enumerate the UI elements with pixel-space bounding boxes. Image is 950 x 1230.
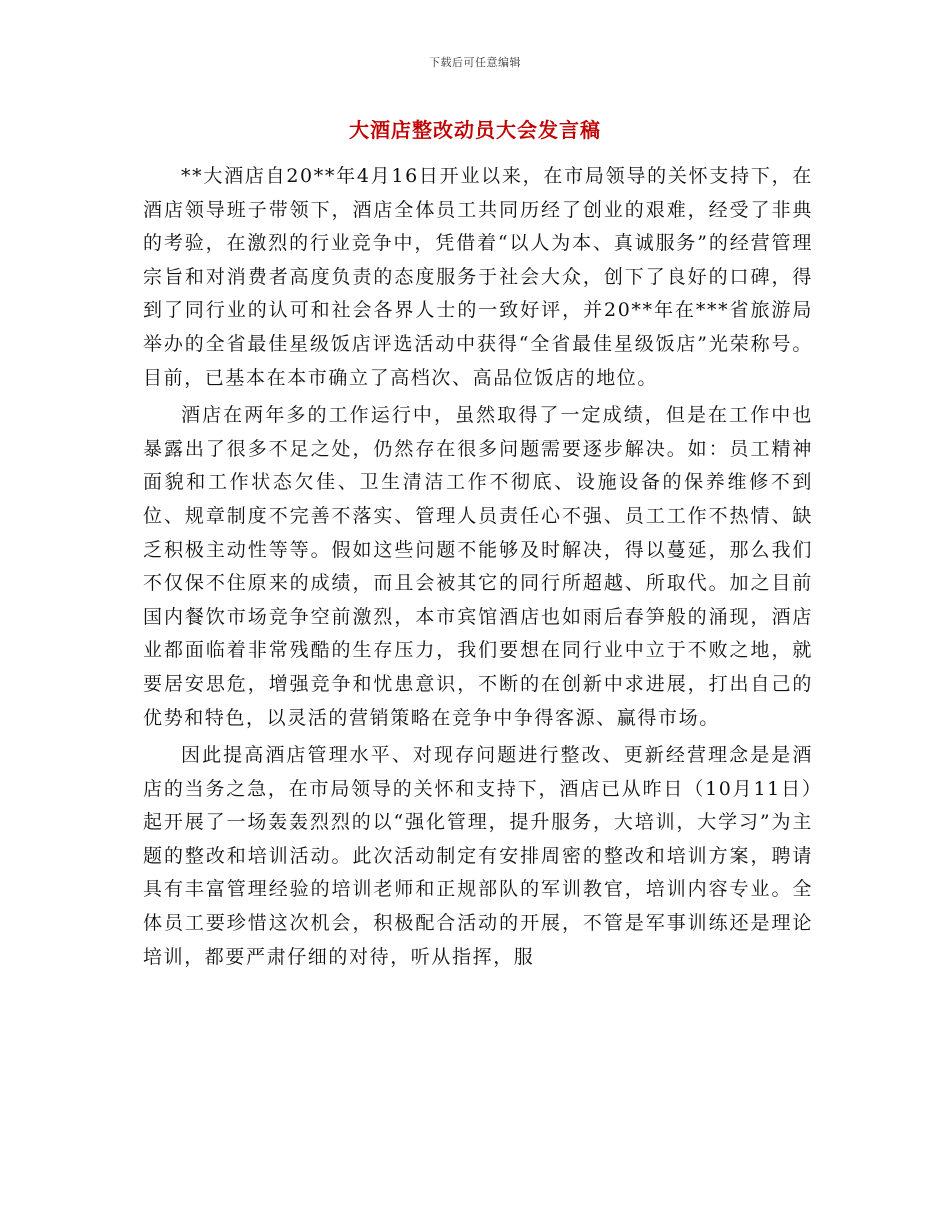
paragraph-1: **大酒店自20**年4月16日开业以来，在市局领导的关怀支持下，在酒店领导班子带领下，酒店全体员工共同历经了创业的艰难，经受了非典的考验，在激烈的行业竞争中，凭借着“以人为本、真诚服务”的经营管理宗旨和对消费者高度负责的态度服务于社会大众，创下了良好的口碑，得到了同行业的认可和社会各界人士的一致好评，并20**年在***省旅游局举办的全省最佳星级饭店评选活动中获得“全省最佳星级饭店”光荣称号。目前，已基本在本市确立了高档次、高品位饭店的地位。 bbox=[143, 165, 813, 389]
page-header-note: 下载后可任意编辑 bbox=[429, 56, 521, 69]
document-title: 大酒店整改动员大会发言稿 bbox=[349, 118, 601, 142]
document-body bbox=[143, 160, 813, 978]
paragraph-3: 因此提高酒店管理水平、对现存问题进行整改、更新经营理念是是酒店的当务之急，在市局领导的关怀和支持下，酒店已从昨日（10月11日）起开展了一场轰轰烈烈的以“强化管理，提升服务，大培训，大学习”为主题的整改和培训活动。此次活动制定有安排周密的整改和培训方案，聘请具有丰富管理经验的培训老师和正规部队的军训教官，培训内容专业。全体员工要珍惜这次机会，积极配合活动的开展，不管是军事训练还是理论培训，都要严肃仔细的对待，听从指挥，服 bbox=[143, 744, 813, 968]
paragraph-2: 酒店在两年多的工作运行中，虽然取得了一定成绩，但是在工作中也暴露出了很多不足之处，仍然存在很多问题需要逐步解决。如：员工精神面貌和工作状态欠佳、卫生清洁工作不彻底、设施设备的保养维修不到位、规章制度不完善不落实、管理人员责任心不强、员工工作不热情、缺乏积极主动性等等。假如这些问题不能够及时解决，得以蔓延，那么我们不仅保不住原来的成绩，而且会被其它的同行所超越、所取代。加之目前国内餐饮市场竞争空前激烈，本市宾馆酒店也如雨后春笋般的涌现，酒店业都面临着非常残酷的生存压力，我们要想在同行业中立于不败之地，就要居安思危，增强竞争和忧患意识，不断的在创新中求进展，打出自己的优势和特色，以灵活的营销策略在竞争中争得客源、赢得市场。 bbox=[143, 404, 813, 729]
